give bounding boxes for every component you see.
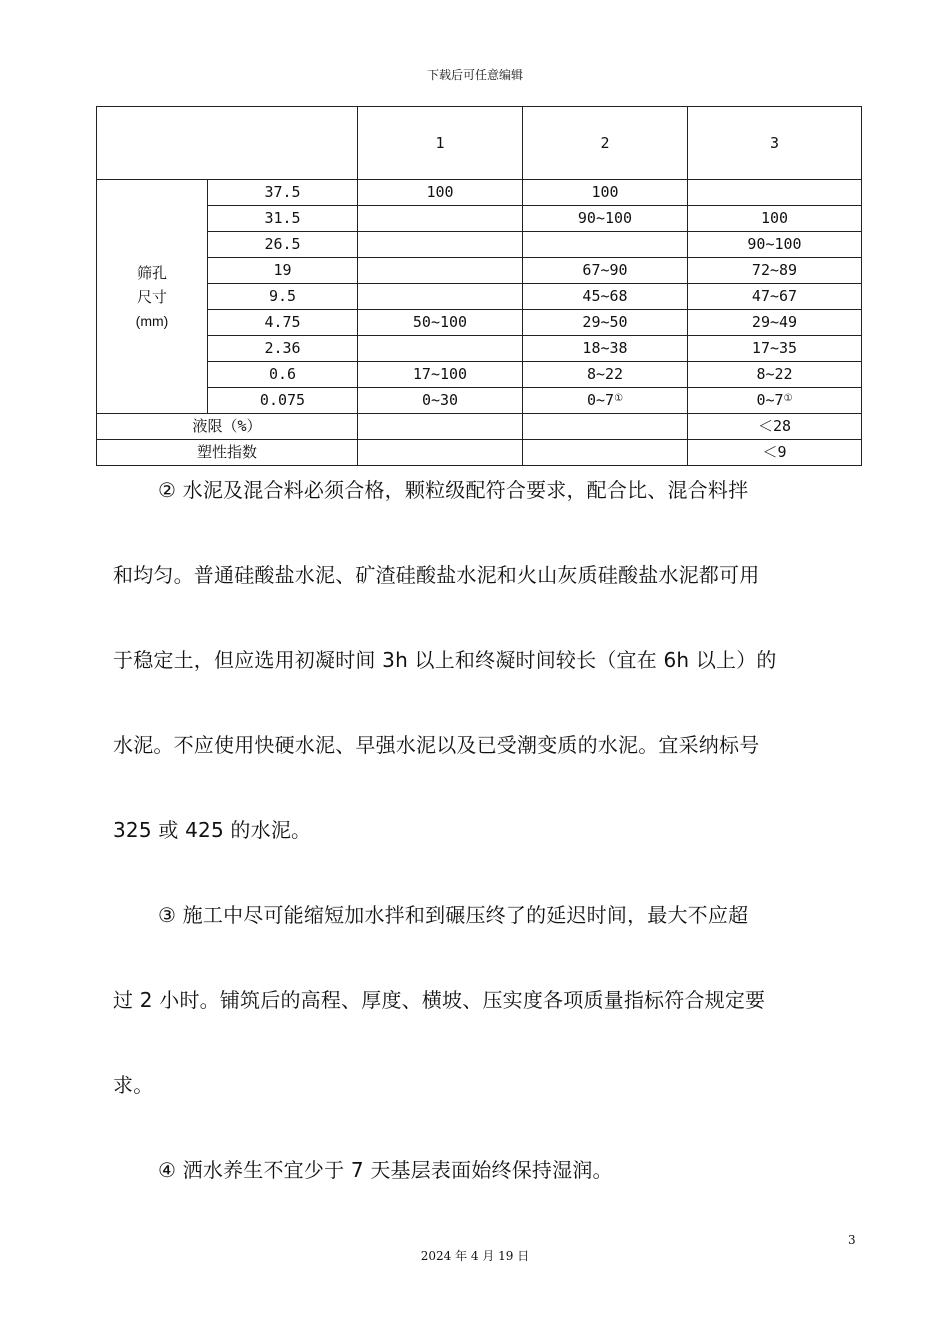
sieve-size-cell: 2.36 bbox=[208, 336, 358, 362]
table-cell bbox=[688, 180, 862, 206]
page-number: 3 bbox=[848, 1233, 856, 1247]
footer-date: 2024 年 4 月 19 日 bbox=[420, 1249, 530, 1263]
sieve-size-cell: 26.5 bbox=[208, 232, 358, 258]
sieve-size-label bbox=[97, 180, 208, 414]
sieve-size-cell: 0.6 bbox=[208, 362, 358, 388]
plasticity-index-label: 塑性指数 bbox=[97, 440, 358, 466]
text-line: 325 或 425 的水泥。 bbox=[113, 818, 312, 842]
footnote-marker: ① bbox=[614, 393, 624, 404]
table-cell: 100 bbox=[688, 206, 862, 232]
table-cell bbox=[358, 336, 523, 362]
text-line: 过 2 小时。铺筑后的高程、厚度、横坡、压实度各项质量指标符合规定要 bbox=[113, 988, 766, 1012]
table-cell: 100 bbox=[358, 180, 523, 206]
table-cell bbox=[688, 388, 862, 414]
table-cell: 67~90 bbox=[523, 258, 688, 284]
table-cell bbox=[358, 414, 523, 440]
sieve-label-line: 尺寸 bbox=[136, 287, 167, 306]
cell-value: 0~7 bbox=[586, 391, 615, 409]
table-cell: 90~100 bbox=[523, 206, 688, 232]
table-cell: ＜9 bbox=[688, 440, 862, 466]
table-row bbox=[97, 336, 862, 362]
table-row bbox=[97, 414, 862, 440]
table-cell bbox=[358, 284, 523, 310]
table-cell: 72~89 bbox=[688, 258, 862, 284]
table-cell: 0~30 bbox=[358, 388, 523, 414]
table-cell: 8~22 bbox=[523, 362, 688, 388]
table-cell: 29~49 bbox=[688, 310, 862, 336]
sieve-label-line: 筛孔 bbox=[136, 263, 167, 282]
table-cell: 90~100 bbox=[688, 232, 862, 258]
table-cell: 50~100 bbox=[358, 310, 523, 336]
column-header: 3 bbox=[688, 107, 862, 180]
table-cell: 8~22 bbox=[688, 362, 862, 388]
table-cell: 17~100 bbox=[358, 362, 523, 388]
table-cell: 18~38 bbox=[523, 336, 688, 362]
table-header-row bbox=[97, 107, 862, 180]
sieve-label-unit: (mm) bbox=[135, 312, 169, 329]
sieve-size-cell: 31.5 bbox=[208, 206, 358, 232]
table-cell bbox=[523, 388, 688, 414]
sieve-size-cell: 19 bbox=[208, 258, 358, 284]
text-line: 和均匀。普通硅酸盐水泥、矿渣硅酸盐水泥和火山灰质硅酸盐水泥都可用 bbox=[113, 563, 760, 587]
body-text bbox=[113, 448, 858, 1213]
sieve-size-cell: 37.5 bbox=[208, 180, 358, 206]
table-row bbox=[97, 206, 862, 232]
table-row bbox=[97, 362, 862, 388]
text-line: ④ 洒水养生不宜少于 7 天基层表面始终保持湿润。 bbox=[158, 1158, 613, 1182]
sieve-size-cell: 9.5 bbox=[208, 284, 358, 310]
table-cell bbox=[523, 414, 688, 440]
table-corner-cell bbox=[97, 107, 358, 180]
table-cell: 100 bbox=[523, 180, 688, 206]
page-header: 下载后可任意编辑 bbox=[426, 68, 523, 82]
table-cell bbox=[358, 206, 523, 232]
table-cell: 17~35 bbox=[688, 336, 862, 362]
column-header: 1 bbox=[358, 107, 523, 180]
footnote-marker: ① bbox=[783, 393, 793, 404]
text-line: 于稳定土，但应选用初凝时间 3h 以上和终凝时间较长（宜在 6h 以上）的 bbox=[113, 648, 777, 672]
table-row bbox=[97, 310, 862, 336]
text-line: 水泥。不应使用快硬水泥、早强水泥以及已受潮变质的水泥。宜采纳标号 bbox=[113, 733, 760, 757]
sieve-size-cell: 4.75 bbox=[208, 310, 358, 336]
table-row bbox=[97, 284, 862, 310]
table-row bbox=[97, 388, 862, 414]
table-cell bbox=[523, 232, 688, 258]
table-row bbox=[97, 258, 862, 284]
table-cell: 47~67 bbox=[688, 284, 862, 310]
cell-value: 0~7 bbox=[756, 391, 784, 409]
text-line: 求。 bbox=[113, 1073, 154, 1097]
text-line: ② 水泥及混合料必须合格，颗粒级配符合要求，配合比、混合料拌 bbox=[158, 478, 749, 502]
table-row bbox=[97, 232, 862, 258]
table-cell: 29~50 bbox=[523, 310, 688, 336]
sieve-size-cell: 0.075 bbox=[208, 388, 358, 414]
table-cell: ＜28 bbox=[688, 414, 862, 440]
text-line: ③ 施工中尽可能缩短加水拌和到碾压终了的延迟时间，最大不应超 bbox=[158, 903, 749, 927]
liquid-limit-label: 液限（%） bbox=[97, 414, 358, 440]
table-cell bbox=[358, 258, 523, 284]
table-row bbox=[97, 180, 862, 206]
gradation-table bbox=[96, 106, 862, 466]
table-cell bbox=[358, 232, 523, 258]
table-cell: 45~68 bbox=[523, 284, 688, 310]
column-header: 2 bbox=[523, 107, 688, 180]
